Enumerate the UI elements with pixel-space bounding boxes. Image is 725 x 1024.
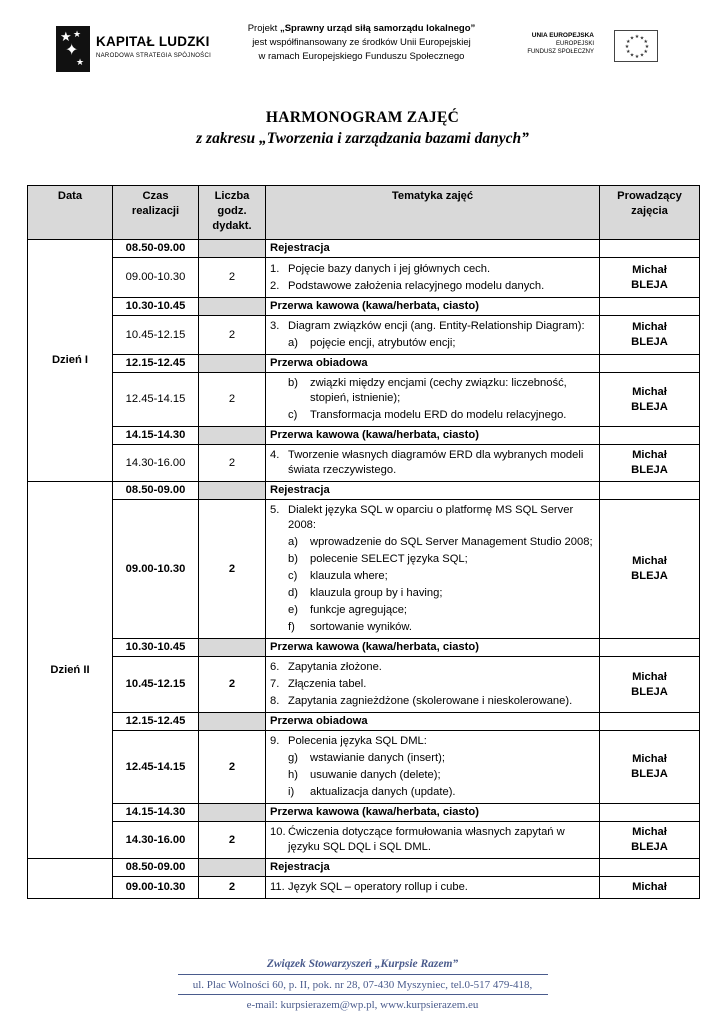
time-cell: 14.15-14.30: [113, 804, 199, 822]
time-cell: 09.00-10.30: [113, 258, 199, 298]
page-header: [0, 0, 725, 90]
time-cell: 08.50-09.00: [113, 859, 199, 877]
table-row: [28, 298, 700, 316]
list-item: 2. Podstawowe założenia relacyjnego modelu danych.: [270, 279, 545, 292]
project-name: „Sprawny urząd siłą samorządu lokalnego”: [279, 23, 476, 34]
svg-text:★: ★: [634, 34, 640, 40]
time-cell: 14.30-16.00: [113, 822, 199, 859]
time-cell: 10.30-10.45: [113, 298, 199, 316]
hours-cell: 2: [199, 731, 266, 804]
topic-cell: [266, 731, 600, 804]
table-row: [28, 445, 700, 482]
kapital-ludzki-name: KAPITAŁ LUDZKI: [96, 34, 210, 49]
lecturer-cell: Michał BLEJA: [600, 731, 700, 804]
time-cell: 10.30-10.45: [113, 639, 199, 657]
list-item: f) sortowanie wyników.: [288, 621, 412, 633]
svg-text:★: ★: [624, 44, 630, 50]
list-item: c) klauzula where;: [288, 570, 388, 582]
header-lecturer: Prowadzący zajęcia: [600, 186, 700, 240]
lecturer-cell: [600, 355, 700, 373]
table-row: [28, 713, 700, 731]
lecturer-cell: Michał BLEJA: [600, 657, 700, 713]
topic-cell: [266, 373, 600, 427]
page-footer: [0, 956, 725, 1012]
list-item: h) usuwanie danych (delete);: [288, 769, 441, 781]
project-info: [220, 22, 503, 64]
time-cell: 12.45-14.15: [113, 373, 199, 427]
hours-cell: 2: [199, 445, 266, 482]
list-item: 6. Zapytania złożone.: [270, 661, 382, 673]
hours-cell: 2: [199, 316, 266, 355]
eu-logo-text: [527, 32, 594, 56]
topic-cell: Przerwa kawowa (kawa/herbata, ciasto): [266, 804, 600, 822]
lecturer-cell: Michał BLEJA: [600, 445, 700, 482]
table-row: [28, 822, 700, 859]
list-item: 11. Język SQL – operatory rollup i cube.: [270, 881, 468, 893]
hours-cell: [199, 639, 266, 657]
topic-cell: [266, 316, 600, 355]
svg-text:★: ★: [639, 52, 645, 59]
table-header-row: [28, 186, 700, 240]
lecturer-cell: [600, 427, 700, 445]
table-row: [28, 316, 700, 355]
lecturer-cell: [600, 804, 700, 822]
hours-cell: 2: [199, 657, 266, 713]
footer-divider: [178, 994, 548, 995]
topic-cell: Rejestracja: [266, 859, 600, 877]
topic-cell: [266, 822, 600, 859]
hours-cell: 2: [199, 373, 266, 427]
hours-cell: [199, 240, 266, 258]
table-row: [28, 639, 700, 657]
hours-cell: 2: [199, 258, 266, 298]
footer-contact: e-mail: kurpsierazem@wp.pl, www.kurpsierazem.eu: [246, 999, 479, 1011]
svg-text:★: ★: [629, 52, 635, 59]
title-line-2: z zakresu „Tworzenia i zarządzania bazami danych”: [196, 130, 529, 147]
table-row: [28, 500, 700, 639]
day-cell: Dzień I: [28, 240, 113, 482]
list-item: g) wstawianie danych (insert);: [288, 752, 445, 764]
list-item: b) związki między encjami (cechy związku: liczebność, stopień, istnienie);: [288, 377, 567, 404]
time-cell: 14.15-14.30: [113, 427, 199, 445]
time-cell: 12.45-14.15: [113, 731, 199, 804]
project-line-3: w ramach Europejskiego Funduszu Społecznego: [258, 51, 465, 62]
hours-cell: [199, 298, 266, 316]
footer-divider: [178, 974, 548, 975]
lecturer-cell: Michał BLEJA: [600, 316, 700, 355]
header-date: Data: [28, 186, 113, 240]
table-row: [28, 240, 700, 258]
svg-text:★: ★: [644, 44, 650, 50]
eu-flag-icon: [614, 30, 658, 62]
topic-cell: [266, 877, 600, 899]
project-prefix: Projekt: [247, 23, 280, 34]
lecturer-cell: [600, 859, 700, 877]
kapital-ludzki-mark-icon: ★ ★ ✦ ★: [56, 26, 90, 72]
eu-logo: [528, 30, 658, 64]
hours-cell: [199, 355, 266, 373]
lecturer-cell: [600, 713, 700, 731]
table-row: [28, 427, 700, 445]
kapital-ludzki-subtitle: NARODOWA STRATEGIA SPÓJNOŚCI: [96, 53, 212, 59]
svg-text:★: ★: [629, 35, 635, 42]
svg-text:★: ★: [626, 49, 631, 55]
title-line-1: HARMONOGRAM ZAJĘĆ: [265, 109, 460, 126]
topic-cell: [266, 500, 600, 639]
hours-cell: 2: [199, 500, 266, 639]
header-hours: Liczba godz. dydakt.: [199, 186, 266, 240]
list-item: 3. Diagram związków encji (ang. Entity-Relationship Diagram):: [270, 320, 585, 332]
table-row: [28, 804, 700, 822]
svg-text:★: ★: [626, 39, 631, 45]
eu-line-3: FUNDUSZ SPOŁECZNY: [527, 49, 594, 55]
project-line-2: jest współfinansowany ze środków Unii Europejskiej: [252, 37, 471, 48]
list-item: 10. Ćwiczenia dotyczące formułowania własnych zapytań w języku SQL DQL i SQL DML.: [270, 826, 565, 853]
day-cell: [28, 859, 113, 899]
time-cell: 09.00-10.30: [113, 500, 199, 639]
topic-cell: Rejestracja: [266, 240, 600, 258]
topic-cell: Przerwa obiadowa: [266, 355, 600, 373]
hours-cell: 2: [199, 822, 266, 859]
svg-text:★: ★: [643, 39, 648, 45]
time-cell: 08.50-09.00: [113, 240, 199, 258]
list-item: 7. Złączenia tabel.: [270, 678, 367, 690]
day-cell: Dzień II: [28, 482, 113, 859]
header-time: Czas realizacji: [113, 186, 199, 240]
topic-cell: Przerwa obiadowa: [266, 713, 600, 731]
hours-cell: [199, 804, 266, 822]
time-cell: 14.30-16.00: [113, 445, 199, 482]
table-row: [28, 859, 700, 877]
list-item: 5. Dialekt języka SQL w oparciu o platformę MS SQL Server 2008:: [270, 504, 574, 531]
footer-address: ul. Plac Wolności 60, p. II, pok. nr 28, 07-430 Myszyniec, tel.0-517 479-418,: [192, 979, 533, 991]
table-row: [28, 657, 700, 713]
eu-line-2: EUROPEJSKI: [555, 41, 594, 47]
document-title: [0, 108, 725, 150]
kapital-ludzki-logo: [56, 26, 216, 76]
time-cell: 10.45-12.15: [113, 657, 199, 713]
topic-cell: Przerwa kawowa (kawa/herbata, ciasto): [266, 639, 600, 657]
list-item: i) aktualizacja danych (update).: [288, 786, 456, 798]
time-cell: 09.00-10.30: [113, 877, 199, 899]
eu-line-1: UNIA EUROPEJSKA: [531, 32, 594, 39]
table-row: [28, 258, 700, 298]
table-row: [28, 482, 700, 500]
lecturer-cell: [600, 240, 700, 258]
time-cell: 12.15-12.45: [113, 355, 199, 373]
time-cell: 08.50-09.00: [113, 482, 199, 500]
list-item: 4. Tworzenie własnych diagramów ERD dla wybranych modeli świata rzeczywistego.: [270, 449, 584, 476]
footer-organization: Związek Stowarzyszeń „Kurpsie Razem”: [266, 958, 459, 970]
topic-cell: Rejestracja: [266, 482, 600, 500]
hours-cell: 2: [199, 877, 266, 899]
hours-cell: [199, 482, 266, 500]
table-row: [28, 355, 700, 373]
hours-cell: [199, 713, 266, 731]
time-cell: 12.15-12.45: [113, 713, 199, 731]
lecturer-cell: Michał: [600, 877, 700, 899]
svg-text:★: ★: [634, 54, 640, 60]
topic-cell: [266, 258, 600, 298]
lecturer-cell: [600, 298, 700, 316]
header-topic: Tematyka zajęć: [266, 186, 600, 240]
table-row: [28, 373, 700, 427]
lecturer-cell: Michał BLEJA: [600, 500, 700, 639]
list-item: e) funkcje agregujące;: [288, 604, 408, 616]
list-item: a) pojęcie encji, atrybutów encji;: [288, 337, 456, 349]
lecturer-cell: Michał BLEJA: [600, 822, 700, 859]
svg-text:★: ★: [643, 49, 648, 55]
table-row: [28, 731, 700, 804]
hours-cell: [199, 859, 266, 877]
list-item: b) polecenie SELECT języka SQL;: [288, 553, 468, 565]
list-item: 8. Zapytania zagnieżdżone (skolerowane i nieskolerowane).: [270, 695, 573, 707]
lecturer-cell: Michał BLEJA: [600, 373, 700, 427]
table-row: [28, 877, 700, 899]
topic-cell: [266, 445, 600, 482]
list-item: c) Transformacja modelu ERD do modelu relacyjnego.: [288, 409, 567, 421]
lecturer-cell: [600, 639, 700, 657]
svg-text:★: ★: [639, 35, 645, 42]
topic-cell: Przerwa kawowa (kawa/herbata, ciasto): [266, 427, 600, 445]
hours-cell: [199, 427, 266, 445]
lecturer-cell: [600, 482, 700, 500]
list-item: a) wprowadzenie do SQL Server Management Studio 2008;: [288, 536, 593, 548]
list-item: d) klauzula group by i having;: [288, 587, 443, 599]
topic-cell: Przerwa kawowa (kawa/herbata, ciasto): [266, 298, 600, 316]
schedule-table: [27, 185, 700, 899]
lecturer-cell: Michał BLEJA: [600, 258, 700, 298]
list-item: 1. Pojęcie bazy danych i jej głównych cech.: [270, 262, 491, 275]
topic-cell: [266, 657, 600, 713]
time-cell: 10.45-12.15: [113, 316, 199, 355]
list-item: 9. Polecenia języka SQL DML:: [270, 735, 427, 747]
